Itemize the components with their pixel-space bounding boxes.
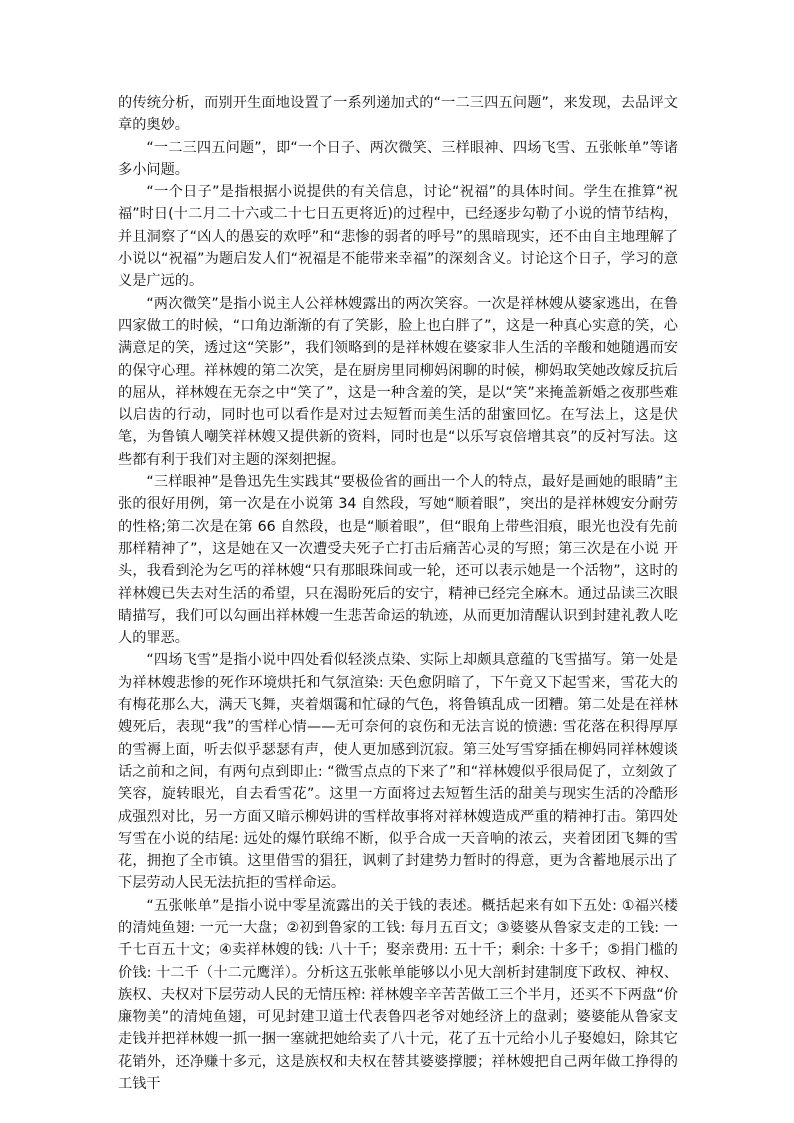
paragraph-0: 的传统分析，而别开生面地设置了一系列递加式的“一二三四五问题”，来发现，去品评文章的奥妙。 <box>118 95 678 134</box>
paragraph-5: “四场飞雪”是指小说中四处看似轻淡点染、实际上却颇具意蕴的飞雪描写。第一处是为祥林嫂悲惨的死作环境烘托和气氛渲染: 天色愈阴暗了，下午竟又下起雪来，雪花大的有梅花那么大，满天飞舞，夹着烟霭和忙碌的气色，将鲁镇乱成一团糟。第二处是在祥林嫂死后，表现“我”的雪样心情——无可奈何的哀伤和无法言说的愤懑: 雪花落在积得厚厚的雪褥上面，听去似乎瑟瑟有声，使人更加感到沉寂。第三处写雪穿插在柳妈同祥林嫂谈话之前和之间，有两句点到即止: “微雪点点的下来了”和“祥林嫂似乎很局促了，立刻敛了笑容，旋转眼光，自去看雪花”。这里一方面将过去短暂生活的甜美与现实生活的冷酷形成强烈对比，另一方面又暗示柳妈讲的雪样故事将对祥林嫂造成严重的精神打击。第四处写雪在小说的结尾: 远处的爆竹联绵不断，似乎合成一天音响的浓云，夹着团团飞舞的雪花，拥抱了全市镇。这里借雪的猖狂，讽刺了封建势力暂时的得意，更为含蓄地展示出了下层劳动人民无法抗拒的雪样命运。 <box>118 652 678 892</box>
paragraph-4: “三样眼神”是鲁迅先生实践其“要极俭省的画出一个人的特点，最好是画她的眼睛”主张的很好用例，第一次是在小说第 34 自然段，写她“顺着眼”，突出的是祥林嫂安分耐劳的性格;第二次是在第 66 自然段，也是“顺着眼”，但“眼角上带些泪痕，眼光也没有先前那样精神了”，这是她在又一次遭受夫死子亡打击后痛苦心灵的写照；第三次是在小说 开头，我看到沦为乞丐的祥林嫂“只有那眼珠间或一轮，还可以表示她是一个活物”，这时的祥林嫂已失去对生活的希望，只在渴盼死后的安宁，精神已经完全麻木。通过品读三次眼睛描写，我们可以勾画出祥林嫂一生悲苦命运的轨迹，从而更加清醒认识到封建礼教人吃人的罪恶。 <box>118 474 678 647</box>
paragraph-3: “两次微笑”是指小说主人公祥林嫂露出的两次笑容。一次是祥林嫂从婆家逃出，在鲁四家做工的时候，“口角边渐渐的有了笑影，脸上也白胖了”，这是一种真心实意的笑，心满意足的笑，透过这“笑影”，我们领略到的是祥林嫂在婆家非人生活的辛酸和她随遇而安的保守心理。祥林嫂的第二次笑，是在厨房里同柳妈闲聊的时候，柳妈取笑她改嫁反抗后的屈从，祥林嫂在无奈之中“笑了”，这是一种含羞的笑，是以“笑”来掩盖新婚之夜那些难以启齿的行动，同时也可以看作是对过去短暂而美生活的甜蜜回忆。在写法上，这是伏笔，为鲁镇人嘲笑祥林嫂又提供新的资料，同时也是“以乐写哀倍增其哀”的反衬写法。这些都有利于我们对主题的深刻把握。 <box>118 295 678 468</box>
paragraph-2: “一个日子”是指根据小说提供的有关信息，讨论“祝福”的具体时间。学生在推算“祝福”时日(十二月二十六或二十七日五更将近)的过程中，已经逐步勾勒了小说的情节结构，并且洞察了“凶人的愚妄的欢呼”和“悲惨的弱者的呼号”的黑暗现实，还不由自主地理解了小说以“祝福”为题启发人们“祝福是不能带来幸福”的深刻含义。讨论这个日子，学习的意义是广远的。 <box>118 184 678 290</box>
paragraph-6: “五张帐单”是指小说中零星流露出的关于钱的表述。概括起来有如下五处: ①福兴楼的清炖鱼翅: 一元一大盘；②初到鲁家的工钱: 每月五百文；③婆婆从鲁家支走的工钱: 一千七百五十文；④卖祥林嫂的钱: 八十千；娶亲费用: 五十千；剩余: 十多千；⑤捐门槛的价钱: 十二千（十二元鹰洋）。分析这五张帐单能够以小见大剖析封建制度下政权、神权、族权、夫权对下层劳动人民的无情压榨: 祥林嫂辛辛苦苦做工三个半月，还买不下两盘“价廉物美”的清炖鱼翅，可见封建卫道士代表鲁四老爷对她经济上的盘剥；婆婆能从鲁家支走钱并把祥林嫂一抓一捆一塞就把她给卖了八十元，花了五十元给小儿子娶媳妇，除其它花销外，还净赚十多元，这是族权和夫权在替其婆婆撑腰；祥林嫂把自己两年做工挣得的工钱干 <box>118 897 678 1093</box>
document-page <box>118 92 678 1095</box>
paragraph-1: “一二三四五问题”，即“一个日子、两次微笑、三样眼神、四场飞雪、五张帐单”等诸多小问题。 <box>118 139 678 178</box>
